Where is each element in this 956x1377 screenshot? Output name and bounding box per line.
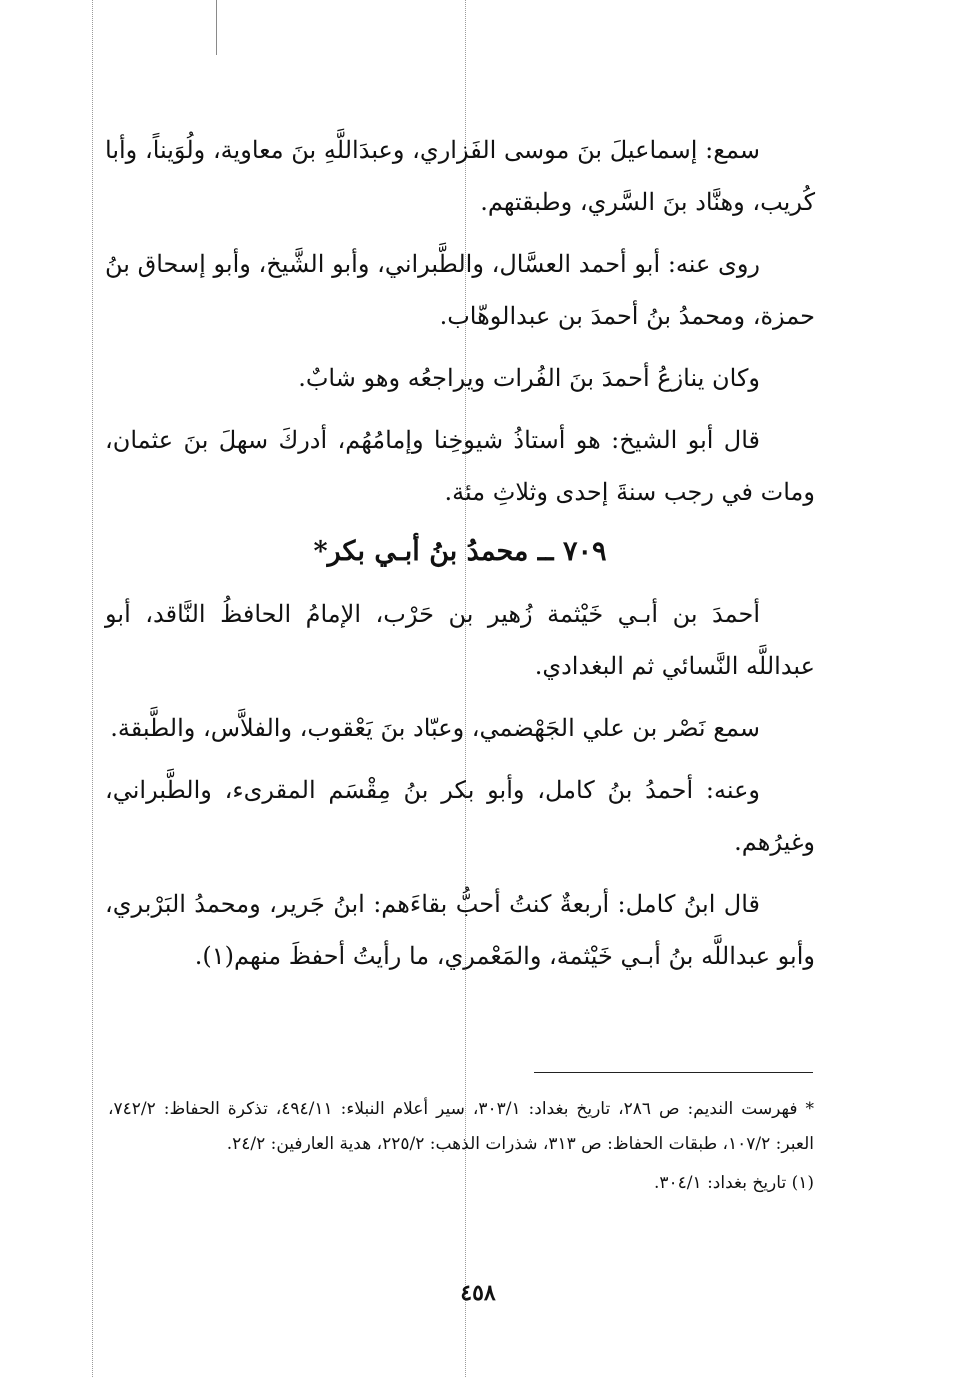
paragraph-kana-yunazi: وكان ينازعُ أحمدَ بنَ الفُرات ويراجعُه وهو شابٌ. — [298, 364, 760, 392]
footnote-sources: * فهرست النديم: ص ٢٨٦، تاريخ بغداد: ٣٠٣/١، سير أعلام النبلاء: ٤٩٤/١١، تذكرة الحفاظ: ٧٤٢/٢، العبر: ١٠٧/٢، طبقات الحفاظ: ص ٣١٣، شذرات الذهب: ٢٢٥/٢، هدية العارفين: ٢٤/٢. — [108, 1099, 814, 1154]
main-text — [105, 124, 815, 992]
page-number: ٤٥٨ — [460, 1280, 496, 1306]
paragraph-qala-abu-al-shaykh: قال أبو الشيخ: هو أستاذُ شيوخِنا وإمامُهُم، أدركَ سهلَ بنَ عثمان، ومات في رجب سنةَ إحدى وثلاثِ مئة. — [105, 426, 815, 506]
footnote-1: (١) تاريخ بغداد: ٣٠٤/١. — [654, 1173, 814, 1193]
scan-dotted-line-left — [92, 0, 93, 1377]
footnote-separator — [534, 1072, 813, 1073]
paragraph-sami: سمع: إسماعيلَ بنَ موسى الفَزاري، وعبدَاللَّهِ بنَ معاوية، ولُوَيناً، وأبا كُريب، وهنَّاد بنَ السَّري، وطبقتهم. — [105, 136, 815, 216]
paragraph-wa-anhu: وعنه: أحمدُ بنُ كامل، وأبو بكر بنُ مِقْسَم المقرىء، والطَّبراني، وغيرُهم. — [105, 776, 815, 856]
paragraph-rawa-anhu: روى عنه: أبو أحمد العسَّال، والطَّبراني، وأبو الشَّيخ، وأبو إسحاق بنُ حمزة، ومحمدُ بنُ أحمدَ بن عبدالوهّاب. — [105, 250, 815, 330]
paragraph-qala-ibn-kamil: قال ابنُ كامل: أربعةٌ كنتُ أحبُّ بقاءَهم: ابنُ جَرير، ومحمدُ البَرْبري، وأبو عبداللَّه بنُ أبـي خَيْثمة، والمَعْمري، ما رأيتُ أحفظَ منهم(١). — [105, 890, 815, 970]
entry-heading: ٧٠٩ ــ محمدُ بنُ أبـي بكر* — [313, 536, 607, 567]
scan-mark-line — [216, 0, 217, 55]
paragraph-nasab: أحمدَ بن أبـي خَيْثمة زُهير بن حَرْب، الإمامُ الحافظُ النَّاقد، أبو عبداللَّه النَّسائي ثم البغدادي. — [105, 600, 815, 680]
footnotes — [108, 1092, 814, 1205]
paragraph-sami-2: سمع نَصْر بن علي الجَهْضمي، وعبّاد بنَ يَعْقوب، والفلاَّس، والطَّبقة. — [110, 714, 760, 742]
